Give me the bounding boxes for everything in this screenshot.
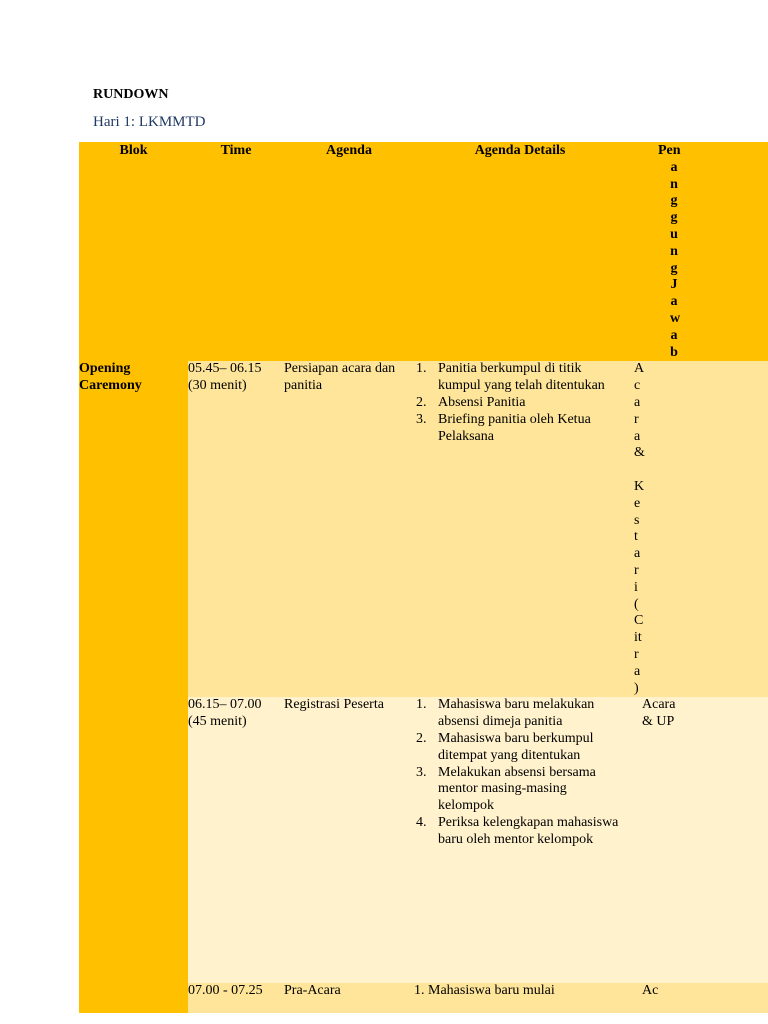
pj-char: c: [634, 378, 641, 394]
header-time: Time: [188, 142, 284, 361]
pj-char: it: [634, 630, 642, 646]
pj-char: a: [634, 394, 641, 410]
list-item: Absensi Panitia: [438, 394, 526, 410]
header-pj-char: g: [670, 260, 678, 276]
pj-char: a: [634, 663, 641, 679]
header-pj-char: n: [670, 243, 678, 259]
agenda-details-list: [414, 361, 626, 445]
pj-char: a: [634, 428, 641, 444]
time-cell: [188, 361, 284, 697]
agenda-details-cell: [414, 697, 626, 983]
header-pj-char: a: [670, 159, 678, 175]
pj-char: t: [634, 529, 638, 545]
time-cell: [188, 983, 284, 1013]
blok-opening-ceremony: [79, 361, 188, 1013]
time-duration: (30 menit): [188, 378, 247, 394]
agenda-cell: Pra-Acara: [284, 983, 414, 1013]
pj-char: e: [634, 495, 641, 511]
list-item: Briefing panitia oleh Ketua Pelaksana: [438, 411, 591, 444]
agenda-cell: Registrasi Peserta: [284, 697, 414, 983]
document-subtitle: Hari 1: LKMMTD: [93, 114, 206, 130]
agenda-cell: Persiapan acara dan panitia: [284, 361, 414, 697]
pj-cell: [626, 983, 768, 1013]
header-pj-char: a: [670, 294, 678, 310]
time-range: 06.15– 07.00: [188, 697, 262, 713]
pj-char: a: [634, 546, 641, 562]
list-item: Mahasiswa baru berkumpul ditempat yang ditentukan: [438, 730, 594, 763]
list-item: Mahasiswa baru melakukan absensi dimeja panitia: [438, 697, 595, 730]
rundown-table: [79, 142, 768, 1013]
pj-char: (: [634, 596, 639, 612]
header-blok: Blok: [79, 142, 188, 361]
agenda-details-cell: [414, 983, 626, 1013]
list-item: Panitia berkumpul di titik kumpul yang telah ditentukan: [438, 361, 605, 394]
time-range: 05.45– 06.15: [188, 361, 262, 377]
agenda-details-list: [414, 697, 626, 848]
pj-char: r: [634, 562, 639, 578]
header-pj-char: w: [670, 310, 681, 326]
document-title: RUNDOWN: [93, 87, 169, 102]
pj-char: s: [634, 512, 640, 528]
pj-char: r: [634, 646, 639, 662]
header-pj-char: a: [670, 327, 678, 343]
header-pj-char: g: [670, 210, 678, 226]
header-pj-first: Pen: [658, 143, 681, 158]
header-pj-char: n: [670, 176, 678, 192]
pj-cell: [626, 697, 768, 983]
pj-char: ): [634, 680, 639, 696]
pj-cell: [626, 361, 768, 697]
pj-char: C: [634, 613, 644, 629]
header-pj-char: g: [670, 193, 678, 209]
list-item: Melakukan absensi bersama mentor masing-masing kelompok: [438, 764, 596, 814]
pj-char: A: [634, 361, 645, 377]
blok-name-line1: Opening: [79, 361, 131, 377]
pj-text: Acara & UP: [642, 697, 676, 730]
header-pj-char: u: [670, 226, 678, 242]
header-pj-vertical: [670, 159, 681, 362]
header-pj-char: b: [670, 344, 678, 360]
agenda-details-cell: [414, 361, 626, 697]
blok-name-line2: Caremony: [79, 378, 142, 394]
table-header-row: [79, 142, 768, 361]
header-penanggung-jawab: [626, 142, 768, 361]
agenda-details-first-line: 1. Mahasiswa baru mulai: [414, 983, 555, 999]
time-range: 07.00 - 07.25: [188, 983, 263, 999]
pj-char: i: [634, 579, 638, 595]
list-item: Periksa kelengkapan mahasiswa baru oleh mentor kelompok: [438, 814, 619, 847]
pj-text: Ac: [642, 983, 659, 999]
pj-char: r: [634, 411, 639, 427]
pj-char: &: [634, 445, 645, 461]
table-row: [79, 361, 768, 697]
time-cell: [188, 697, 284, 983]
pj-vertical-text: [634, 361, 644, 697]
header-pj-char: J: [670, 277, 678, 293]
pj-blank-line: [634, 462, 644, 479]
pj-char: K: [634, 478, 645, 494]
header-agenda-details: Agenda Details: [414, 142, 626, 361]
header-agenda: Agenda: [284, 142, 414, 361]
time-duration: (45 menit): [188, 714, 247, 730]
